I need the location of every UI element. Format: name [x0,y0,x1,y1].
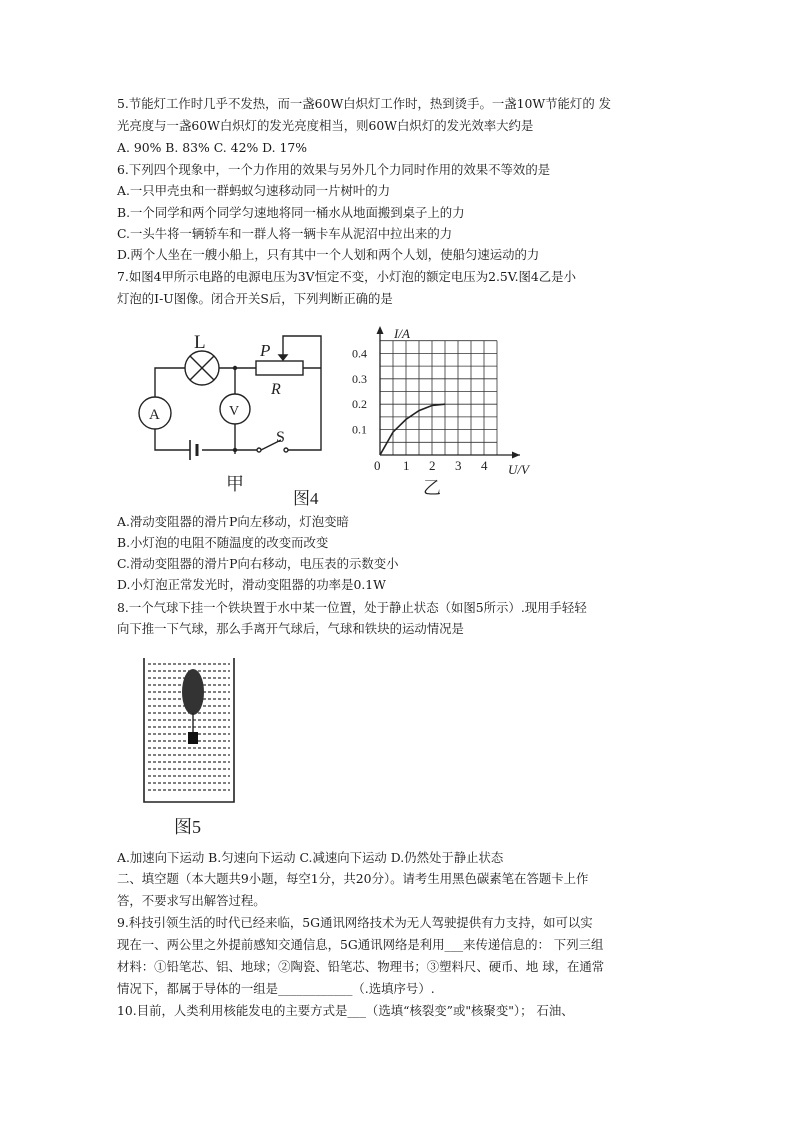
q7-option-b: B.小灯泡的电阻不随温度的改变而改变 [117,535,329,550]
lamp-label: L [194,332,206,353]
q7-option-d: D.小灯泡正常发光时，滑动变阻器的功率是0.1W [117,577,386,592]
balloon-and-iron [182,669,204,744]
q8-options: A.加速向下运动 B.匀速向下运动 C.减速向下运动 D.仍然处于静止状态 [117,850,504,865]
q7-line2: 灯泡的I-U图像。闭合开关S后，下列判断正确的是 [117,291,393,306]
q9-line3: 材料：①铅笔芯、铝、地球；②陶瓷、铅笔芯、物理书；③塑料尺、硬币、地 球，在通常 [117,959,605,974]
q6-option-a: A.一只甲壳虫和一群蚂蚁匀速移动同一片树叶的力 [117,183,391,198]
iron-block [188,732,198,744]
q7-option-c: C.滑动变阻器的滑片P向右移动，电压表的示数变小 [117,556,399,571]
q6-option-b: B.一个同学和两个同学匀速地将同一桶水从地面搬到桌子上的力 [117,205,465,220]
q9-line4: 情况下，都属于导体的一组是____________（.选填序号）. [117,981,435,996]
slider-label: P [260,341,271,360]
wire-right-loop [283,336,321,450]
section2-line1: 二、填空题（本大题共9小题，每空1分，共20分）。请考生用黑色碳素笔在答题卡上作 [117,871,589,886]
q7-line1: 7.如图4甲所示电路的电源电压为3V恒定不变，小灯泡的额定电压为2.5V.图4乙是小 [117,269,576,284]
x-tick-label: 3 [455,458,462,473]
switch-label: S [276,429,285,446]
origin-label: 0 [374,458,381,473]
figure-5-caption: 图5 [174,817,201,837]
rheostat-label: R [271,381,281,398]
junction-bottom [233,448,237,452]
circuit-diagram [139,336,321,460]
wire-left-top [155,368,185,397]
q6-option-c: C.一头牛将一辆轿车和一群人将一辆卡车从泥沼中拉出来的力 [117,226,453,241]
x-tick-label: 4 [481,458,488,473]
iu-grid [380,341,497,455]
q6-stem: 6.下列四个现象中，一个力作用的效果与另外几个力同时作用的效果不等效的是 [117,162,551,177]
x-tick-label: 2 [429,458,436,473]
figure-4 [118,312,558,510]
q7-option-a: A.滑动变阻器的滑片P向左移动，灯泡变暗 [117,514,349,529]
q5-line2: 光亮度与一盏60W白炽灯的发光亮度相当，则60W白炽灯的发光效率大约是 [117,118,534,133]
balloon [182,669,204,715]
section2-line2: 答，不要求写出解答过程。 [117,893,266,908]
switch-contact-left [257,448,261,452]
circuit-caption: 甲 [226,474,244,494]
y-tick-labels [352,346,367,436]
rheostat-body [256,361,303,375]
q10-line1: 10.目前，人类利用核能发电的主要方式是___（选填“核裂变”或"核聚变"）； 石油、 [117,1003,574,1018]
figure-4-caption: 图4 [293,489,319,508]
q9-line2: 现在一、两公里之外提前感知交通信息，5G通讯网络是利用___来传递信息的： 下列三组 [117,937,604,952]
junction-top [233,366,237,370]
figure-5 [134,650,254,840]
graph-caption: 乙 [423,478,441,498]
q8-line1: 8.一个气球下挂一个铁块置于水中某一位置，处于静止状态（如图5所示）.现用手轻轻 [117,600,587,615]
iu-graph [352,326,531,498]
q8-line2: 向下推一下气球，那么手离开气球后，气球和铁块的运动情况是 [117,621,464,636]
y-tick-label: 0.2 [352,397,367,412]
y-axis-label: I/A [394,326,410,341]
q9-line1: 9.科技引领生活的时代已经来临，5G通讯网络技术为无人驾驶提供有力支持，如可以实 [117,915,593,930]
y-tick-label: 0.3 [352,371,367,386]
y-axis-arrow [377,326,384,334]
x-axis-arrow [512,452,520,459]
y-tick-label: 0.1 [352,422,367,437]
voltmeter-label: V [229,404,240,419]
switch-contact-right [284,448,288,452]
q5-options: A. 90% B. 83% C. 42% D. 17% [117,140,308,155]
rheostat-slider-arrow [279,355,287,360]
q6-option-d: D.两个人坐在一艘小船上，只有其中一个人划和两个人划，使船匀速运动的力 [117,247,540,262]
x-tick-labels [403,458,488,473]
q5-line1: 5.节能灯工作时几乎不发热，而一盏60W白炽灯工作时，热到烫手。一盏10W节能灯的 发 [117,96,612,111]
x-tick-label: 1 [403,458,410,473]
wire-left-bottom [155,429,190,450]
ammeter-label: A [149,407,160,423]
x-axis-label: U/V [508,462,529,477]
y-tick-label: 0.4 [352,346,367,361]
